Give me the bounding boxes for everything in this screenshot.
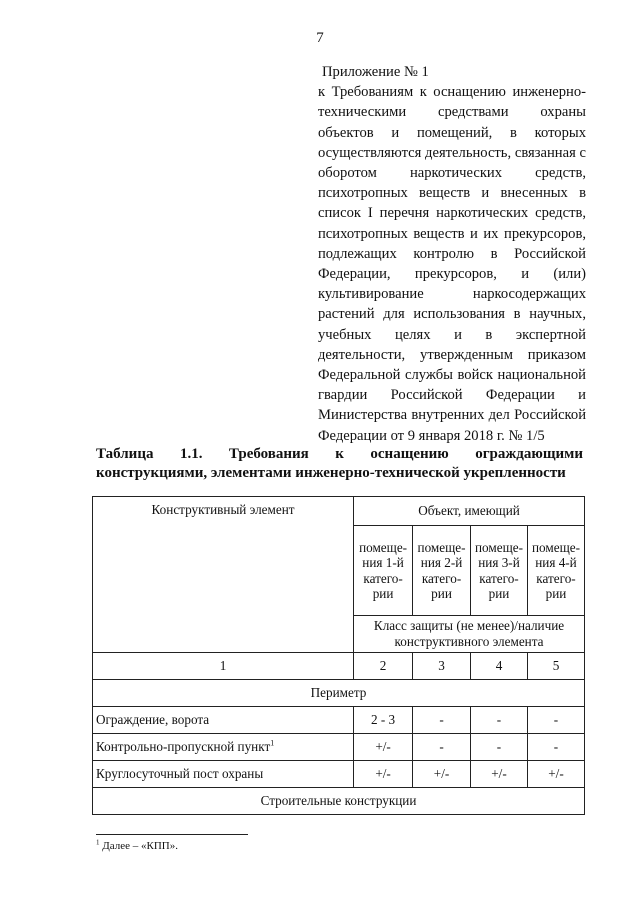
footnote-divider [96,834,248,835]
row-name: Контрольно-пропускной пункт [96,739,271,754]
appendix-text: к Требованиям к оснащению инженерно-техническими средствами охраны объектов и помещений, в которых осуществляются деятельность, связанная с оборотом наркотических средств, психотропных веществ и внесенных в список I перечня наркотических средств, психотропных веществ и их прекурсоров, подлежащих контролю в Российской Федерации, прекурсоров, и (или) культивирование наркосодержащих растений для использования в научных, учебных целях и в экспертной деятельности, утвержденным приказом Федеральной службы войск национальной гвардии Российской Федерации и Министерства внутренних дел Российской Федерации от 9 января 2018 г. № 1/5 [318,84,586,444]
footnote-ref: 1 [270,738,275,748]
column-number: 1 [93,653,354,680]
header-category-4: помеще-ния 4-й катего-рии [527,526,584,616]
section-building: Строительные конструкции [93,788,585,815]
row-value: - [471,734,528,761]
row-value: +/- [354,734,413,761]
header-category-1: помеще-ния 1-й катего-рии [354,526,413,616]
section-row-building [93,788,585,815]
row-value: - [527,734,584,761]
header-category-2: помеще-ния 2-й катего-рии [413,526,471,616]
row-value: - [413,707,471,734]
requirements-table [92,496,585,815]
footnote-mark: 1 [96,838,100,847]
row-value: +/- [527,761,584,788]
header-object: Объект, имеющий [354,497,585,526]
table-row [93,734,585,761]
row-value: +/- [354,761,413,788]
footnote [96,840,178,852]
row-value: +/- [471,761,528,788]
row-value: 2 - 3 [354,707,413,734]
column-number: 2 [354,653,413,680]
appendix-block [318,62,586,446]
row-value: +/- [413,761,471,788]
header-structural-element: Конструктивный элемент [93,497,354,653]
footnote-text: Далее – «КПП». [102,840,178,852]
row-value: - [527,707,584,734]
header-category-3: помеще-ния 3-й катего-рии [471,526,528,616]
column-number: 3 [413,653,471,680]
table-row [93,761,585,788]
row-name: Круглосуточный пост охраны [93,761,354,788]
section-perimeter: Периметр [93,680,585,707]
column-number: 4 [471,653,528,680]
table-row [93,707,585,734]
section-row-perimeter [93,680,585,707]
row-value: - [471,707,528,734]
column-number-row [93,653,585,680]
appendix-title: Приложение № 1 [322,64,429,80]
row-value: - [413,734,471,761]
column-number: 5 [527,653,584,680]
header-class-note: Класс защиты (не менее)/наличие конструктивного элемента [354,616,585,653]
row-name: Ограждение, ворота [93,707,354,734]
table-title: Таблица 1.1. Требования к оснащению ограждающими конструкциями, элементами инженерно-технической укрепленности [96,446,583,481]
row-name-cell [93,734,354,761]
page-number: 7 [316,30,324,46]
